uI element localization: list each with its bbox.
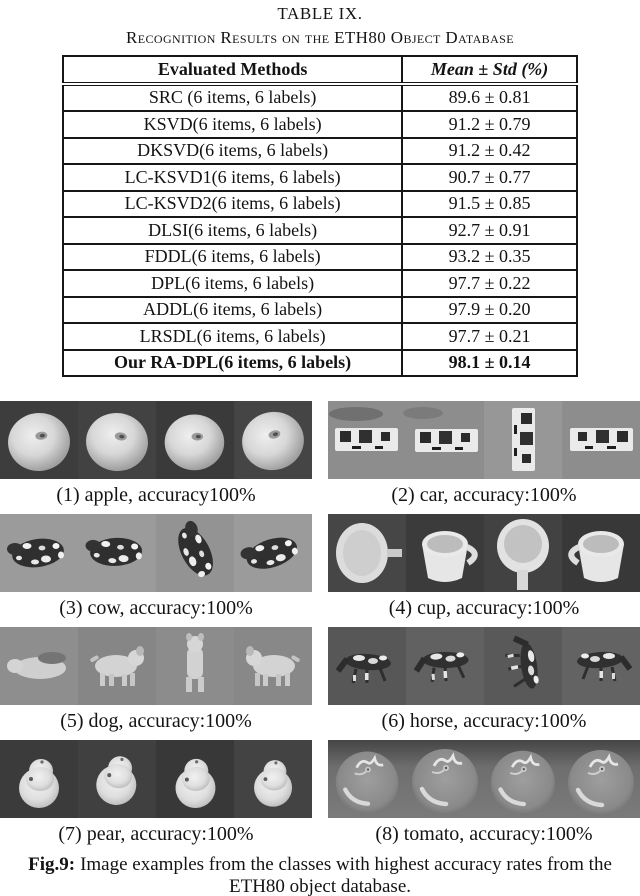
panel-caption: (7) pear, accuracy:100% xyxy=(58,823,254,845)
value-cell: 91.2 ± 0.79 xyxy=(402,111,577,138)
table-header-row xyxy=(63,56,577,84)
panel-caption: (8) tomato, accuracy:100% xyxy=(375,823,593,845)
column-header-methods: Evaluated Methods xyxy=(63,56,402,84)
panel-cup xyxy=(328,514,640,627)
panel-cow xyxy=(0,514,312,627)
panel-caption: (2) car, accuracy:100% xyxy=(391,484,577,506)
method-cell: DPL(6 items, 6 labels) xyxy=(63,270,402,297)
column-header-mean-std: Mean ± Std (%) xyxy=(402,56,577,84)
figure-caption-text: Image examples from the classes with highest accuracy rates from the ETH80 object database. xyxy=(80,854,612,896)
figure-caption-label: Fig.9: xyxy=(28,854,76,875)
value-cell: 97.9 ± 0.20 xyxy=(402,297,577,324)
table-subtitle: Recognition Results on the ETH80 Object Database xyxy=(126,28,514,47)
value-cell: 90.7 ± 0.77 xyxy=(402,164,577,191)
method-cell: LC-KSVD2(6 items, 6 labels) xyxy=(63,191,402,218)
method-cell: LC-KSVD1(6 items, 6 labels) xyxy=(63,164,402,191)
panel-apple xyxy=(0,401,312,514)
panel-dog xyxy=(0,627,312,740)
table-row xyxy=(63,270,577,297)
table-row xyxy=(63,323,577,350)
value-cell: 91.5 ± 0.85 xyxy=(402,191,577,218)
value-cell: 97.7 ± 0.21 xyxy=(402,323,577,350)
method-cell: Our RA-DPL(6 items, 6 labels) xyxy=(63,350,402,377)
figure-caption xyxy=(0,854,640,896)
value-cell: 89.6 ± 0.81 xyxy=(402,84,577,112)
method-cell: DKSVD(6 items, 6 labels) xyxy=(63,138,402,165)
car-image-strip xyxy=(328,401,640,479)
table-row xyxy=(63,111,577,138)
panel-horse xyxy=(328,627,640,740)
method-cell: ADDL(6 items, 6 labels) xyxy=(63,297,402,324)
cup-image-strip xyxy=(328,514,640,592)
table-row xyxy=(63,164,577,191)
table-row xyxy=(63,297,577,324)
value-cell: 91.2 ± 0.42 xyxy=(402,138,577,165)
panel-caption: (3) cow, accuracy:100% xyxy=(59,597,253,619)
table-row xyxy=(63,138,577,165)
panel-caption: (6) horse, accuracy:100% xyxy=(381,710,587,732)
pear-image-strip xyxy=(0,740,312,818)
tomato-image-strip xyxy=(328,740,640,818)
method-cell: DLSI(6 items, 6 labels) xyxy=(63,217,402,244)
table-row xyxy=(63,84,577,112)
table-title: TABLE IX. xyxy=(277,4,363,23)
figure-9-grid xyxy=(0,401,640,853)
table-row xyxy=(63,244,577,271)
method-cell: SRC (6 items, 6 labels) xyxy=(63,84,402,112)
table-row-ours xyxy=(63,350,577,377)
horse-image-strip xyxy=(328,627,640,705)
panel-caption: (5) dog, accuracy:100% xyxy=(60,710,252,732)
apple-image-strip xyxy=(0,401,312,479)
panel-caption: (1) apple, accuracy100% xyxy=(56,484,256,506)
value-cell: 93.2 ± 0.35 xyxy=(402,244,577,271)
value-cell: 92.7 ± 0.91 xyxy=(402,217,577,244)
panel-car xyxy=(328,401,640,514)
panel-pear xyxy=(0,740,312,853)
table-row xyxy=(63,191,577,218)
dog-image-strip xyxy=(0,627,312,705)
method-cell: FDDL(6 items, 6 labels) xyxy=(63,244,402,271)
value-cell: 97.7 ± 0.22 xyxy=(402,270,577,297)
results-table xyxy=(62,55,578,377)
table-row xyxy=(63,217,577,244)
panel-caption: (4) cup, accuracy:100% xyxy=(388,597,580,619)
method-cell: KSVD(6 items, 6 labels) xyxy=(63,111,402,138)
method-cell: LRSDL(6 items, 6 labels) xyxy=(63,323,402,350)
cow-image-strip xyxy=(0,514,312,592)
panel-tomato xyxy=(328,740,640,853)
value-cell: 98.1 ± 0.14 xyxy=(402,350,577,377)
